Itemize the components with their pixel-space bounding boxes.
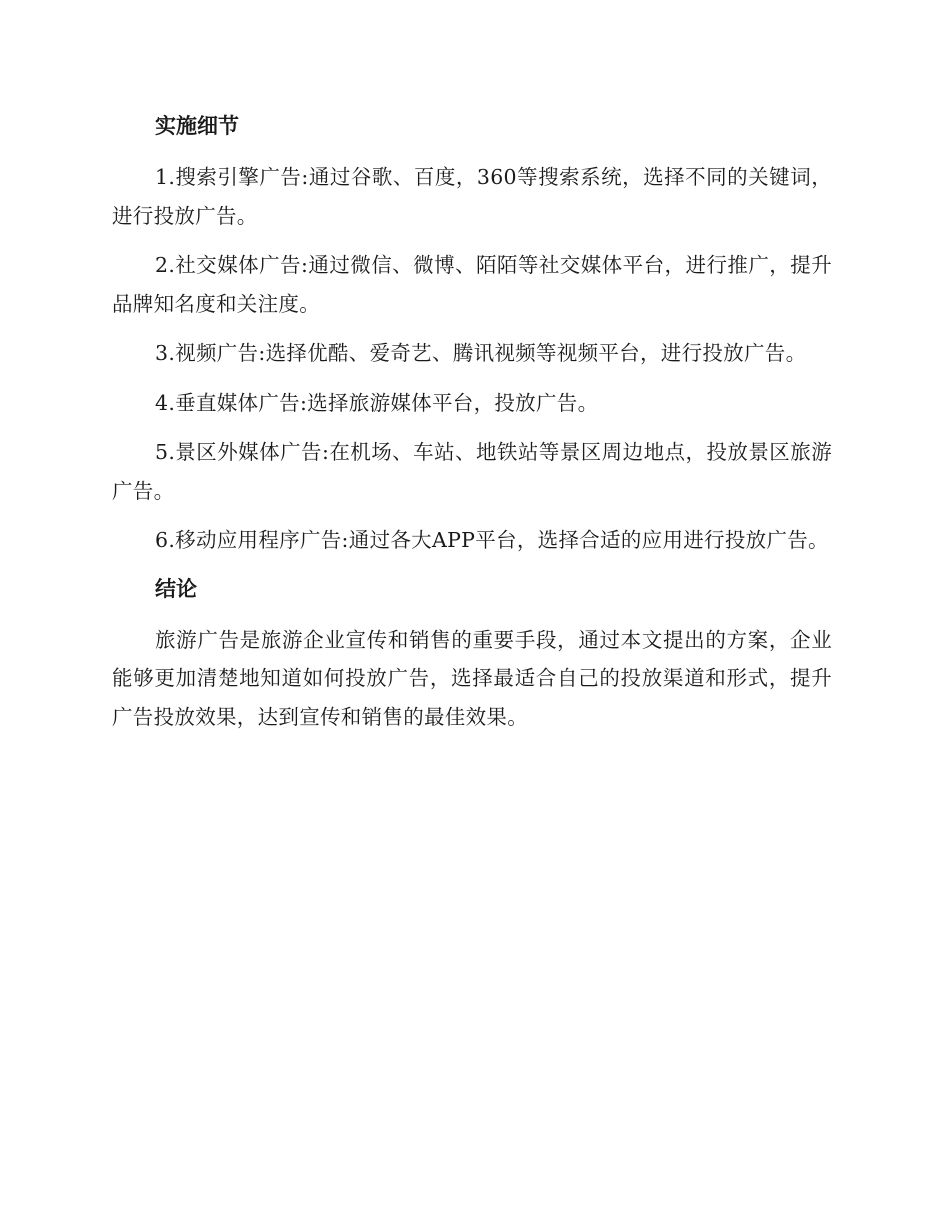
document-page <box>112 108 832 747</box>
section-heading-implementation: 实施细节 <box>155 114 239 138</box>
section-heading-conclusion: 结论 <box>155 576 197 601</box>
list-item-vertical-media-ads: 4.垂直媒体广告:选择旅游媒体平台，投放广告。 <box>155 390 599 415</box>
conclusion-paragraph: 旅游广告是旅游企业宣传和销售的重要手段，通过本文提出的方案，企业能够更加清楚地知道如何投放广告，选择最适合自己的投放渠道和形式，提升广告投放效果，达到宣传和销售的最佳效果。 <box>112 627 832 729</box>
list-item-mobile-app-ads: 6.移动应用程序广告:通过各大APP平台，选择合适的应用进行投放广告。 <box>155 528 829 552</box>
list-item-video-ads: 3.视频广告:选择优酷、爱奇艺、腾讯视频等视频平台，进行投放广告。 <box>155 341 807 365</box>
list-item-search-ads: 1.搜索引擎广告:通过谷歌、百度，360等搜索系统，选择不同的关键词，进行投放广告。 <box>112 165 832 228</box>
list-item-social-ads: 2.社交媒体广告:通过微信、微博、陌陌等社交媒体平台，进行推广，提升品牌知名度和关注度。 <box>112 253 832 316</box>
list-item-outdoor-ads: 5.景区外媒体广告:在机场、车站、地铁站等景区周边地点，投放景区旅游广告。 <box>112 440 832 503</box>
